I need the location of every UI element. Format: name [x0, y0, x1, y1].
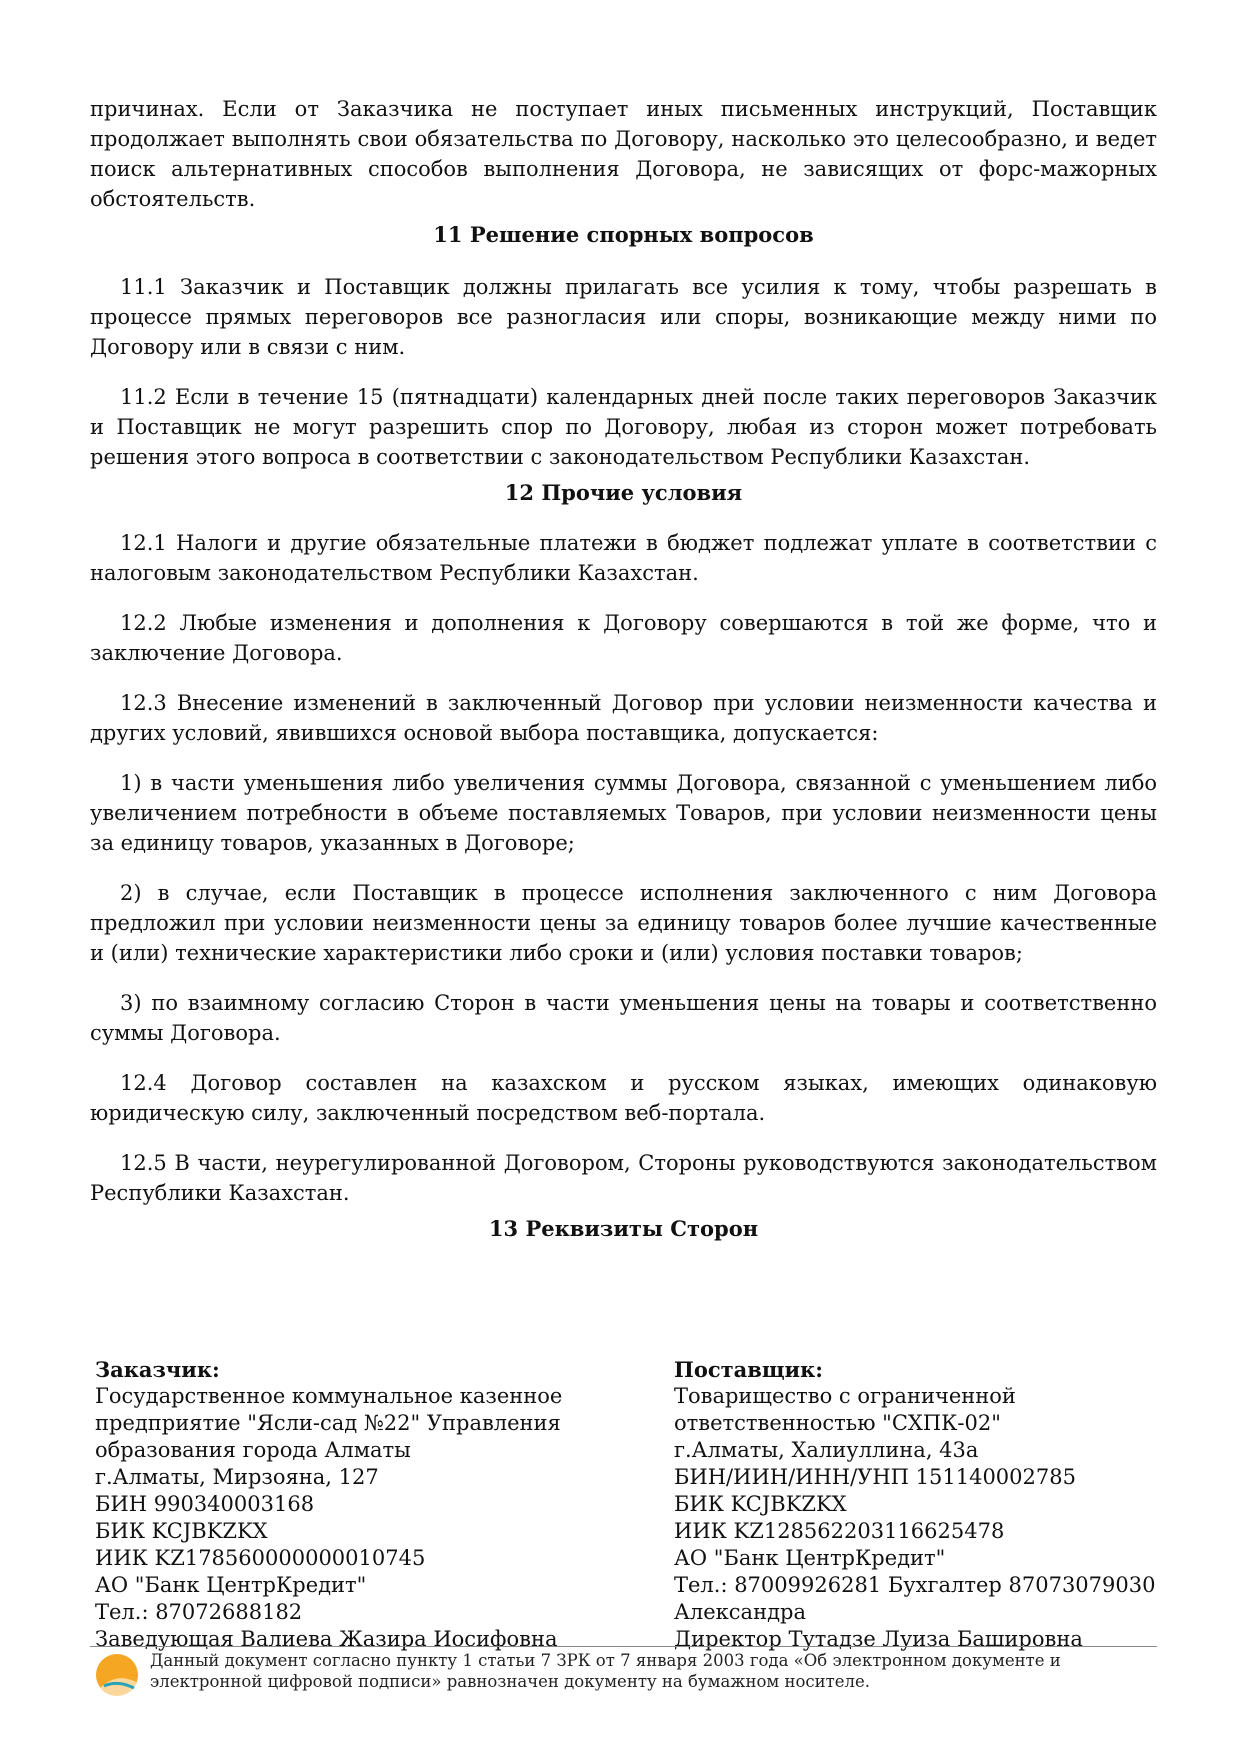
section-13-title: 13 Реквизиты Сторон: [488, 1216, 759, 1241]
supplier-line: г.Алматы, Халиуллина, 43а: [674, 1438, 979, 1462]
supplier-line: Директор Тутадзе Луиза Башировна: [674, 1627, 1083, 1651]
customer-line: Тел.: 87072688182: [95, 1600, 303, 1624]
clause-12-3: 12.3 Внесение изменений в заключенный Договор при условии неизменности качества и других условий, явившихся основой выбора поставщика, допускается:: [90, 691, 1157, 745]
supplier-line: Товарищество с ограниченной: [674, 1384, 1016, 1408]
clause-12-5: 12.5 В части, неурегулированной Договором, Стороны руководствуются законодательством Республики Казахстан.: [90, 1151, 1157, 1205]
supplier-line: Александра: [674, 1600, 806, 1624]
clause-12-3-item-3: 3) по взаимному согласию Сторон в части уменьшения цены на товары и соответственно суммы Договора.: [90, 991, 1157, 1045]
customer-line: БИК KCJBKZKX: [95, 1519, 268, 1543]
clause-11-1: 11.1 Заказчик и Поставщик должны прилагать все усилия к тому, чтобы разрешать в процессе прямых переговоров все разногласия или споры, возникающие между ними по Договору или в связи с ним.: [90, 275, 1157, 359]
party-details: [90, 1356, 1157, 1653]
supplier-label: Поставщик:: [674, 1357, 824, 1382]
customer-label: Заказчик:: [95, 1357, 220, 1382]
supplier-line: БИК KCJBKZKX: [674, 1492, 847, 1516]
egov-logo-icon: [94, 1652, 140, 1698]
section-12-title: 12 Прочие условия: [504, 480, 743, 505]
footer-divider: [90, 1646, 1157, 1647]
supplier-line: ИИК KZ128562203116625478: [674, 1519, 1005, 1543]
clause-12-1: 12.1 Налоги и другие обязательные платежи в бюджет подлежат уплате в соответствии с налоговым законодательством Республики Казахстан.: [90, 531, 1157, 585]
clause-12-2: 12.2 Любые изменения и дополнения к Договору совершаются в той же форме, что и заключение Договора.: [90, 611, 1157, 665]
customer-line: ИИК KZ178560000000010745: [95, 1546, 426, 1570]
clause-11-2: 11.2 Если в течение 15 (пятнадцати) календарных дней после таких переговоров Заказчик и Поставщик не могут разрешить спор по Договору, любая из сторон может потребовать решения этого вопроса в соответствии с законодательством Республики Казахстан.: [90, 385, 1157, 469]
clause-12-3-item-1: 1) в части уменьшения либо увеличения суммы Договора, связанной с уменьшением либо увеличением потребности в объеме поставляемых Товаров, при условии неизменности цены за единицу товаров, указанных в Договоре;: [90, 771, 1157, 855]
customer-line: образования города Алматы: [95, 1438, 411, 1462]
footer-notice-line: Данный документ согласно пункту 1 статьи 7 ЗРК от 7 января 2003 года «Об электронном документе и: [150, 1651, 1061, 1670]
clause-12-4: 12.4 Договор составлен на казахском и русском языках, имеющих одинаковую юридическую силу, заключенный посредством веб-портала.: [90, 1071, 1157, 1125]
clause-12-3-item-2: 2) в случае, если Поставщик в процессе исполнения заключенного с ним Договора предложил при условии неизменности цены за единицу товаров более лучшие качественные и (или) технические характеристики либо сроки и (или) условия поставки товаров;: [90, 881, 1157, 965]
supplier-line: Тел.: 87009926281 Бухгалтер 87073079030: [674, 1573, 1156, 1597]
footer-notice-line: электронной цифровой подписи» равнозначен документу на бумажном носителе.: [150, 1672, 871, 1691]
supplier-line: ответственностью "СХПК-02": [674, 1411, 1001, 1435]
supplier-details: [674, 1356, 1157, 1653]
section-11-title: 11 Решение спорных вопросов: [433, 222, 814, 247]
supplier-line: БИН/ИИН/ИНН/УНП 151140002785: [674, 1465, 1076, 1489]
customer-line: АО "Банк ЦентрКредит": [95, 1573, 367, 1597]
intro-paragraph: причинах. Если от Заказчика не поступает иных письменных инструкций, Поставщик продолжает выполнять свои обязательства по Договору, насколько это целесообразно, и ведет поиск альтернативных способов выполнения Договора, не зависящих от форс-мажорных обстоятельств.: [90, 97, 1157, 211]
customer-line: предприятие "Ясли-сад №22" Управления: [95, 1411, 561, 1435]
supplier-line: АО "Банк ЦентрКредит": [674, 1546, 946, 1570]
document-page: [90, 94, 1157, 1244]
customer-line: Заведующая Валиева Жазира Иосифовна: [95, 1627, 558, 1651]
customer-line: БИН 990340003168: [95, 1492, 315, 1516]
customer-line: Государственное коммунальное казенное: [95, 1384, 563, 1408]
footer-notice: [150, 1650, 1150, 1692]
customer-line: г.Алматы, Мирзояна, 127: [95, 1465, 379, 1489]
customer-details: [90, 1356, 674, 1653]
